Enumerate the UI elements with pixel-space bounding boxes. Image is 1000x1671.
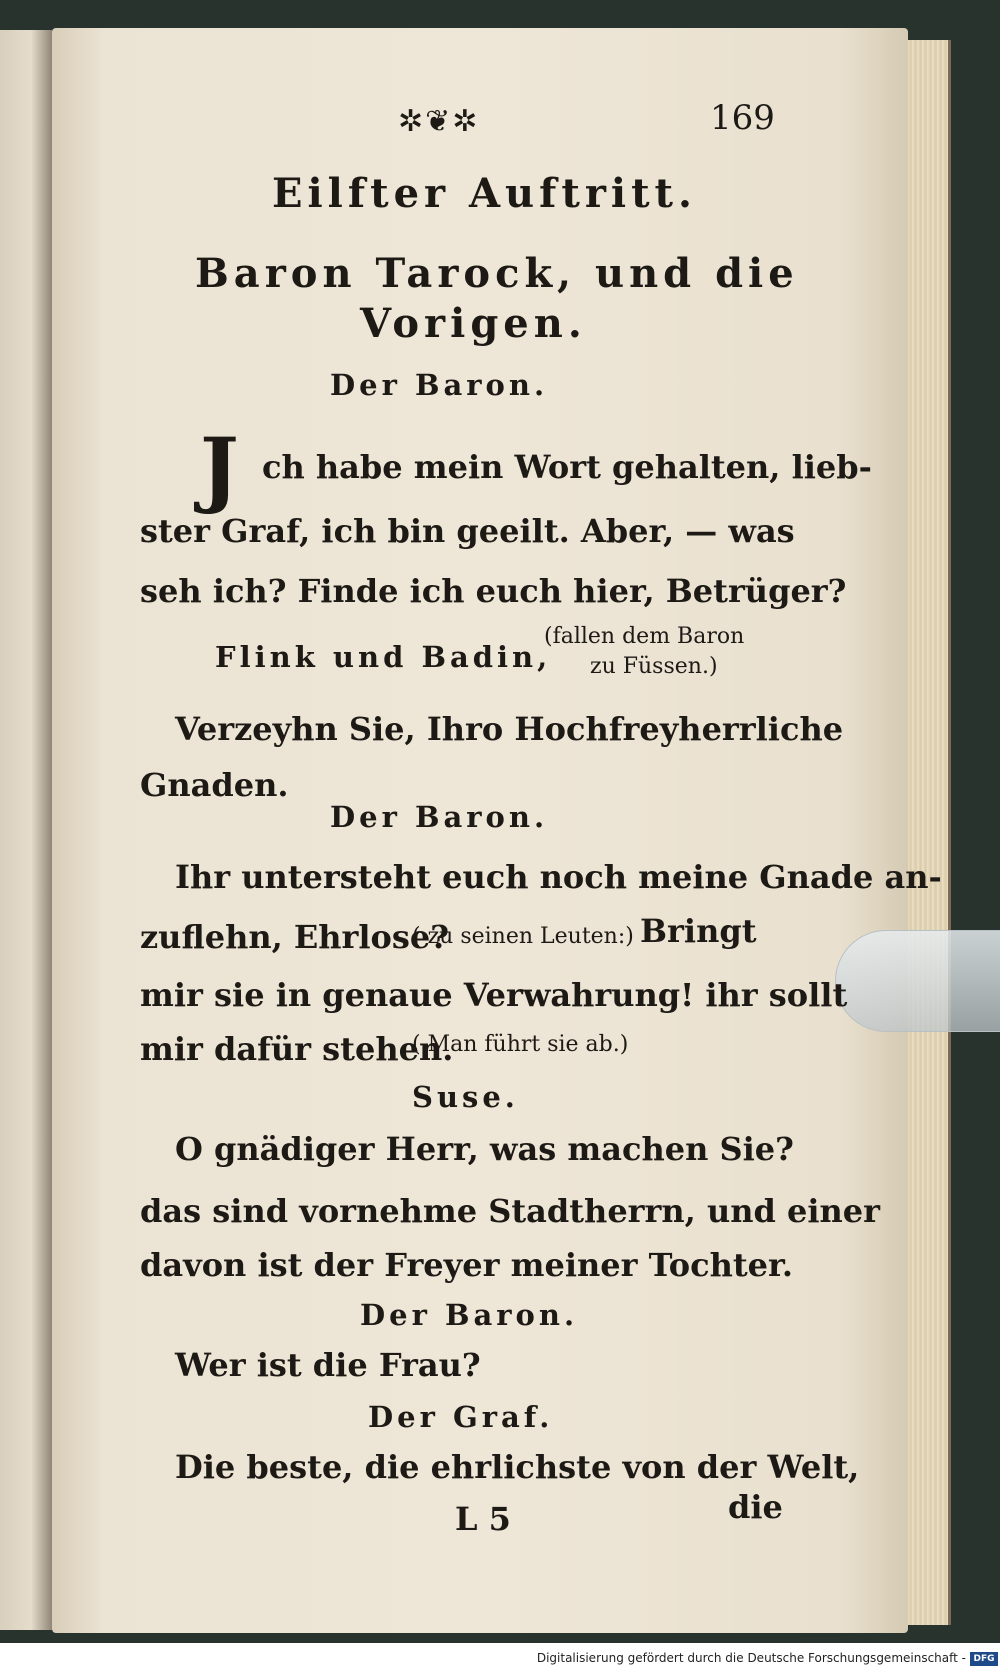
stage-direction: ( zu seinen Leuten:) xyxy=(412,924,634,949)
glass-page-weight xyxy=(835,930,1000,1032)
text-line: Gnaden. xyxy=(140,766,289,804)
speaker-label: Der Baron. xyxy=(360,1298,579,1332)
text-line: ch habe mein Wort gehalten, lieb- xyxy=(262,448,872,486)
drop-cap: J xyxy=(200,421,239,517)
scene-heading: Eilfter Auftritt. xyxy=(272,170,697,217)
scene-characters-line-2: Vorigen. xyxy=(360,300,587,347)
speaker-label: Der Graf. xyxy=(368,1400,554,1434)
text-line: Verzeyhn Sie, Ihro Hochfreyherrliche xyxy=(175,710,844,748)
catchword: die xyxy=(728,1488,783,1526)
stage-direction: (fallen dem Baron xyxy=(544,624,745,649)
speaker-label: Der Baron. xyxy=(330,368,549,402)
digitization-credit: Digitalisierung gefördert durch die Deutsche Forschungsgemeinschaft - xyxy=(536,1651,966,1665)
scene-characters-line-1: Baron Tarock, und die xyxy=(195,250,799,297)
text-line: mir sie in genaue Verwahrung! ihr sollt xyxy=(140,976,848,1014)
text-line: das sind vornehme Stadtherrn, und einer xyxy=(140,1192,880,1230)
text-line: Bringt xyxy=(640,912,757,950)
speaker-label: Flink und Badin, xyxy=(215,640,552,674)
signature-mark: L 5 xyxy=(455,1500,511,1538)
header-ornament: ✲❦✲ xyxy=(398,104,480,139)
text-line: Ihr untersteht euch noch meine Gnade an- xyxy=(175,858,942,896)
stage-direction: zu Füssen.) xyxy=(590,654,718,679)
dfg-logo: DFG xyxy=(970,1652,998,1666)
text-line: Wer ist die Frau? xyxy=(175,1346,481,1384)
text-line: Die beste, die ehrlichste von der Welt, xyxy=(175,1448,860,1486)
text-line: davon ist der Freyer meiner Tochter. xyxy=(140,1246,794,1284)
stage-direction: ( Man führt sie ab.) xyxy=(412,1032,629,1057)
page-stack-edge xyxy=(908,40,951,1625)
page-number: 169 xyxy=(710,98,775,138)
speaker-label: Der Baron. xyxy=(330,800,549,834)
text-line: O gnädiger Herr, was machen Sie? xyxy=(175,1130,794,1168)
text-line: ster Graf, ich bin geeilt. Aber, — was xyxy=(140,512,795,550)
text-line: zuflehn, Ehrlose? xyxy=(140,918,450,956)
facing-page-edge xyxy=(0,30,52,1630)
text-line: seh ich? Finde ich euch hier, Betrüger? xyxy=(140,572,847,610)
text-line: mir dafür stehen. xyxy=(140,1030,454,1068)
speaker-label: Suse. xyxy=(412,1080,519,1114)
